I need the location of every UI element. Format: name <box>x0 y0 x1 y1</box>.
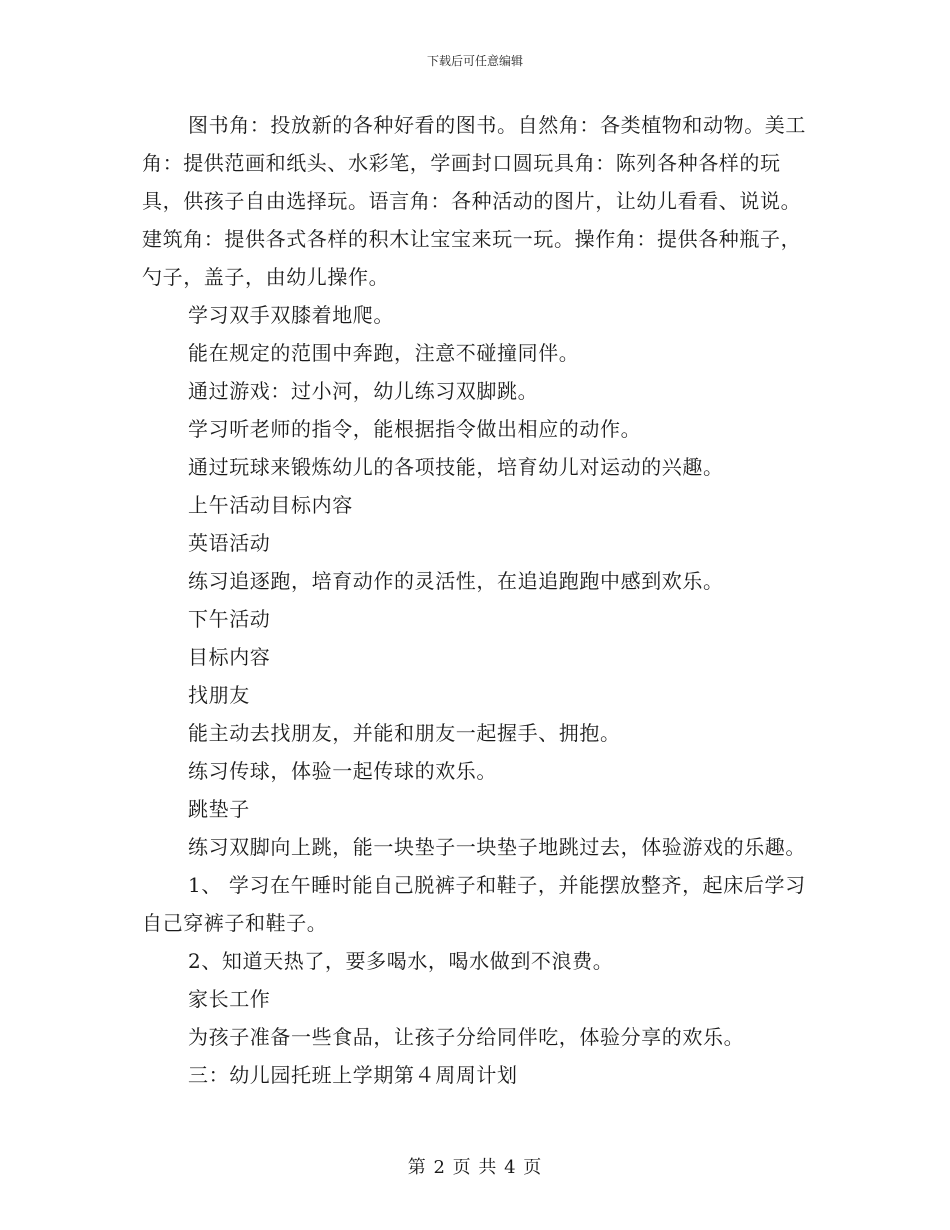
heading-english-activity: 英语活动 <box>188 531 271 555</box>
heading-goal-content: 目标内容 <box>188 645 271 669</box>
paragraph-corners: 图书角：投放新的各种好看的图书。自然角：各类植物和动物。美工角：提供范画和纸头、水彩笔，学画封口圆玩具角：陈列各种各样的玩具，供孩子自由选择玩。语言角：各种活动的图片，让幼儿看看、说说。建筑角：提供各式各样的积木让宝宝来玩一玩。操作角：提供各种瓶子，勺子，盖子，由幼儿操作。 <box>142 113 806 289</box>
paragraph-jump-river: 通过游戏：过小河，幼儿练习双脚跳。 <box>188 379 539 403</box>
paragraph-crawl: 学习双手双膝着地爬。 <box>188 303 394 327</box>
heading-find-friends: 找朋友 <box>188 683 250 707</box>
paragraph-pass-ball: 练习传球，体验一起传球的欢乐。 <box>188 759 497 783</box>
heading-jump-mat: 跳垫子 <box>188 797 250 821</box>
heading-parent-work: 家长工作 <box>188 987 271 1011</box>
paragraph-water-item-2: 2、知道天热了，要多喝水，喝水做到不浪费。 <box>188 949 614 973</box>
heading-afternoon-activity: 下午活动 <box>188 607 271 631</box>
paragraph-friends: 能主动去找朋友，并能和朋友一起握手、拥抱。 <box>188 721 621 745</box>
paragraph-listen: 学习听老师的指令，能根据指令做出相应的动作。 <box>188 417 642 441</box>
page-number: 第 2 页 共 4 页 <box>407 1157 543 1178</box>
paragraph-nap-item-1: 1、 学习在午睡时能自己脱裤子和鞋子，并能摆放整齐，起床后学习自己穿裤子和鞋子。 <box>142 873 806 935</box>
paragraph-run: 能在规定的范围中奔跑，注意不碰撞同伴。 <box>188 341 580 365</box>
paragraph-ball: 通过玩球来锻炼幼儿的各项技能，培育幼儿对运动的兴趣。 <box>188 455 724 479</box>
document-body <box>142 106 810 1094</box>
paragraph-share-food: 为孩子准备一些食品，让孩子分给同伴吃，体验分享的欢乐。 <box>188 1025 745 1049</box>
page-header-note: 下载后可任意编辑 <box>426 54 523 68</box>
paragraph-jump-mat: 练习双脚向上跳，能一块垫子一块垫子地跳过去，体验游戏的乐趣。 <box>188 835 806 859</box>
heading-morning-activity: 上午活动目标内容 <box>188 493 353 517</box>
heading-week-4-plan: 三：幼儿园托班上学期第４周周计划 <box>188 1063 518 1087</box>
paragraph-chase-run: 练习追逐跑，培育动作的灵活性，在追追跑跑中感到欢乐。 <box>188 569 724 593</box>
